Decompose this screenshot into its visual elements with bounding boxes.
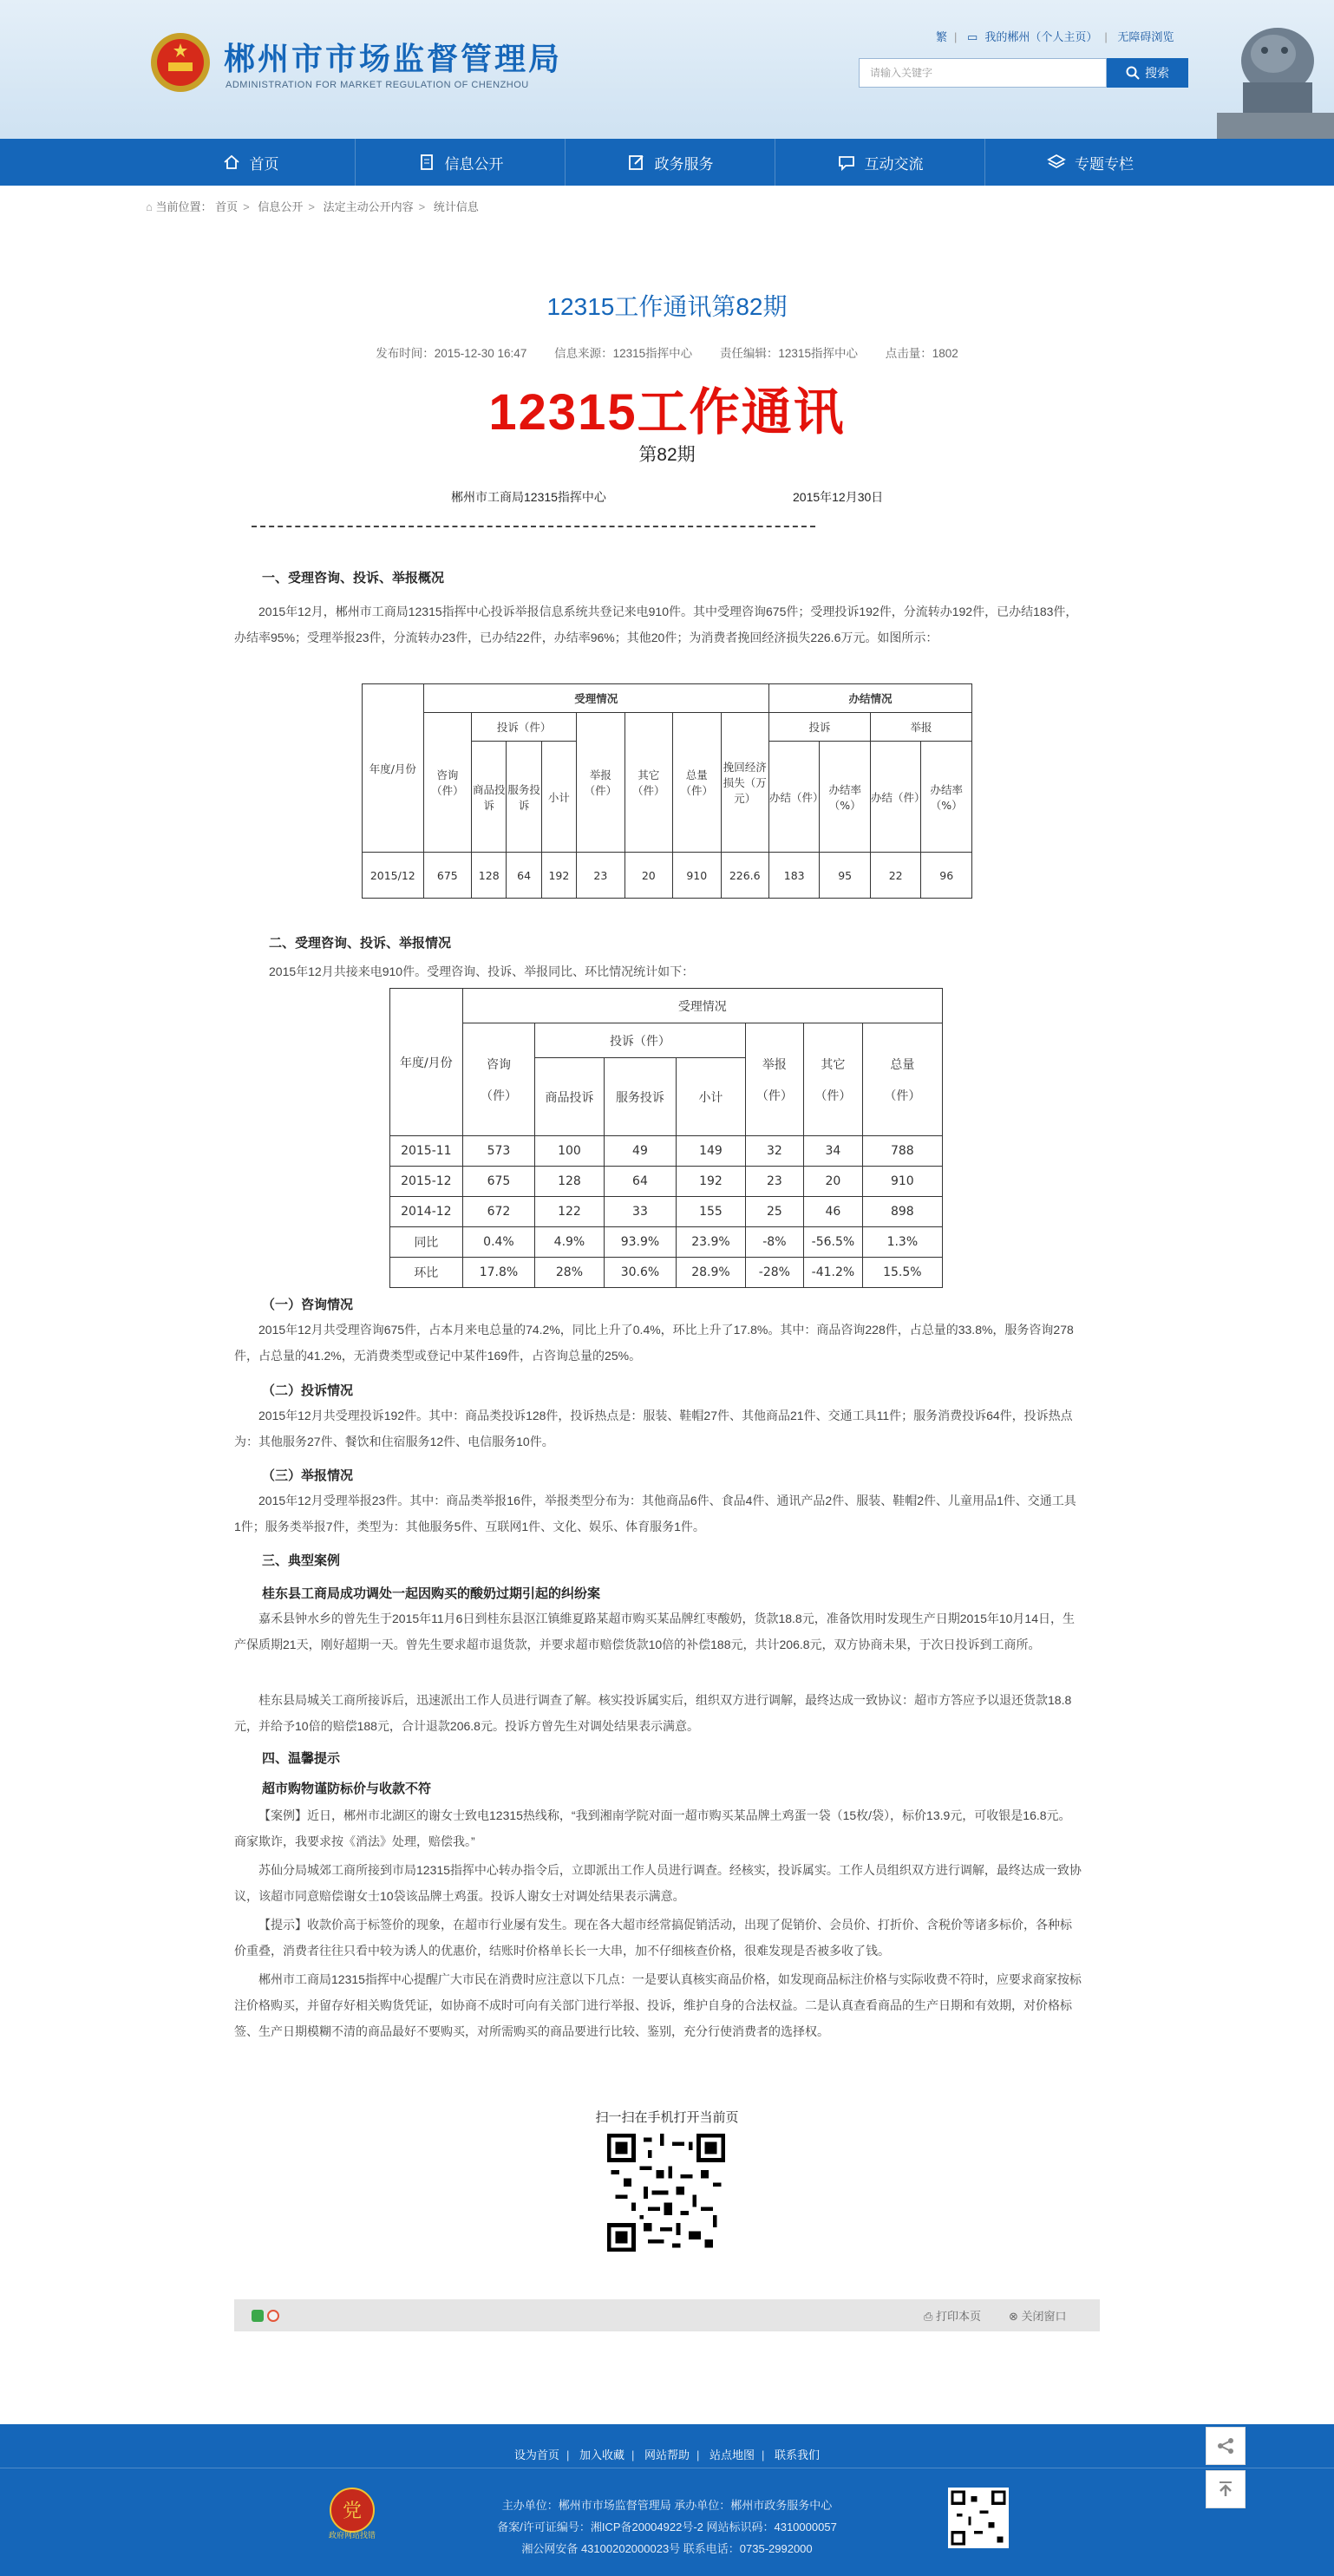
arrow-up-icon bbox=[1215, 2479, 1236, 2500]
share-bar bbox=[234, 2299, 1100, 2331]
section-heading: 二、受理咨询、投诉、举报情况 bbox=[269, 936, 452, 951]
case-title: 桂东县工商局成功调处一起因购买的酸奶过期引起的纠纷案 bbox=[262, 1586, 601, 1601]
footer-icp: 备案/许可证编号：湘ICP备20004922号-2 网站标识码：4310000057 bbox=[497, 2520, 837, 2534]
footer-link[interactable]: 网站帮助 bbox=[644, 2449, 690, 2462]
nav-interaction[interactable]: 互动交流 bbox=[775, 139, 985, 186]
accessible-browse-link[interactable]: 无障碍浏览 bbox=[1117, 30, 1174, 43]
section-heading: 一、受理咨询、投诉、举报概况 bbox=[262, 571, 445, 585]
stone-lion-image bbox=[1182, 0, 1334, 139]
paragraph: 2015年12月共受理咨询675件，占本月来电总量的74.2%，同比上升了0.4%，环比上升了17.8%。其中：商品咨询228件，占总量的33.8%，服务咨询278件，占总量的41.2%，无消费类型或登记中某件169件，占咨询总量的25%。 bbox=[234, 1323, 1074, 1363]
paragraph: 2015年12月共受理投诉192件。其中：商品类投诉128件，投诉热点是：服装、鞋帽27件、其他商品21件、交通工具11件；服务消费投诉64件，投诉热点为：其他服务27件、餐饮和住宿服务12件、电信服务10件。 bbox=[234, 1409, 1073, 1448]
paragraph: 郴州市工商局12315指挥中心提醒广大市民在消费时应注意以下几点：一是要认真核实商品价格，如发现商品标注价格与实际收费不符时，应要求商家按标注价格购买，并留存好相关购货凭证，如协商不成时可向有关部门进行举报、投诉，维护自身的合法权益。二是认真查看商品的生产日期和有效期，对价格标签、生产日期模糊不清的商品最好不要购买，对所需购买的商品要进行比较、鉴别，充分行使消费者的选择权。 bbox=[234, 1972, 1082, 2038]
layers-icon bbox=[1047, 153, 1066, 172]
info-source: 信息来源：12315指挥中心 bbox=[554, 347, 693, 360]
close-icon: ⊗ bbox=[1009, 2310, 1022, 2323]
paragraph: 【提示】收款价高于标签价的现象，在超市行业屡有发生。现在各大超市经常搞促销活动，出现了促销价、会员价、打折价、含税价等诸多标价，各种标价重叠，消费者往往只看中较为诱人的优惠价，结账时价格单长长一大串，加不仔细核查价格，很难发现是否被多收了钱。 bbox=[234, 1918, 1072, 1958]
footer-qr-code-icon bbox=[948, 2488, 1009, 2548]
table-row: 2014-12 672 122 33 155 25 46 898 bbox=[390, 1197, 943, 1227]
subsection-heading: （二）投诉情况 bbox=[262, 1383, 354, 1398]
breadcrumb-item[interactable]: 统计信息 bbox=[433, 200, 479, 213]
footer-link[interactable]: 加入收藏 bbox=[579, 2449, 624, 2462]
traditional-chinese-link[interactable]: 繁 bbox=[936, 30, 948, 43]
qr-code-icon bbox=[607, 2134, 725, 2252]
site-title: 郴州市市场监督管理局 bbox=[224, 41, 563, 76]
edit-icon bbox=[627, 153, 646, 172]
nav-gov-services[interactable]: 政务服务 bbox=[566, 139, 775, 186]
paragraph: 2015年12月，郴州市工商局12315指挥中心投诉举报信息系统共登记来电910件。其中受理咨询675件；受理投诉192件，分流转办192件，已办结183件，办结率95%；受理举报23件，分流转办23件，已办结22件，办结率96%；其他20件；为消费者挽回经济损失226.6万元。如图所示： bbox=[234, 605, 1078, 644]
publish-time: 发布时间：2015-12-30 16:47 bbox=[376, 347, 527, 360]
footer-link[interactable]: 设为首页 bbox=[513, 2449, 559, 2462]
table-row: 2015-12 675 128 64 192 23 20 910 bbox=[390, 1167, 943, 1197]
paragraph: 桂东县局城关工商所接诉后，迅速派出工作人员进行调查了解。核实投诉属实后，组织双方进行调解，最终达成一致协议：超市方答应予以退还货款18.8元，并给予10倍的赔偿188元，合计退款206.8元。投诉方曾先生对调处结果表示满意。 bbox=[234, 1693, 1072, 1733]
paragraph: 苏仙分局城郊工商所接到市局12315指挥中心转办指令后，立即派出工作人员进行调查。经核实，投诉属实。工作人员组织双方进行调解，最终达成一致协议，该超市同意赔偿谢女士10袋该品牌土鸡蛋。投诉人谢女士对调处结果表示满意。 bbox=[234, 1863, 1082, 1903]
wechat-share-icon[interactable] bbox=[252, 2310, 264, 2322]
subsection-heading: （三）举报情况 bbox=[262, 1468, 354, 1483]
close-window-button[interactable]: ⊗ 关闭窗口 bbox=[1009, 2310, 1067, 2323]
divider bbox=[252, 526, 815, 527]
comparison-table: 年度/月份 受理情况 咨询 （件） 投诉（件） 举报 （件） 其它 （件） 总量 （件） 商品投诉 服务投诉 小计 2015-11 573 100 49 149 32 34 788 2015-12 675 128 64 192 23 20 910 2014-12 672 122 33 155 25 46 898 同比 0.4% 4.9% 93.9% 23.9% -8% -56.5% 1.3% 环比 17.8% 28% 30.6% 28.9% -28% -41.2% 15.5% bbox=[389, 988, 943, 1288]
paragraph: 嘉禾县钟水乡的曾先生于2015年11月6日到桂东县沤江镇維夏路某超市购买某品牌红枣酸奶，货款18.8元，准备饮用时发现生产日期2015年10月14日，生产保质期21天，刚好超期一天。曾先生要求超市退货款，并要求超市赔偿货款10倍的补偿188元，共计206.8元，双方协商未果，于次日投诉到工商所。 bbox=[234, 1612, 1075, 1651]
share-icon bbox=[1215, 2435, 1236, 2456]
table-row: 2015-11 573 100 49 149 32 34 788 bbox=[390, 1136, 943, 1167]
nav-info-public[interactable]: 信息公开 bbox=[356, 139, 566, 186]
breadcrumb-item[interactable]: 首页 bbox=[215, 200, 239, 213]
footer-link[interactable]: 站点地图 bbox=[710, 2449, 755, 2462]
table-row: 同比 0.4% 4.9% 93.9% 23.9% -8% -56.5% 1.3% bbox=[390, 1227, 943, 1258]
article-meta bbox=[0, 343, 1334, 361]
breadcrumb-item[interactable]: 法定主动公开内容 bbox=[323, 200, 414, 213]
main-nav bbox=[0, 139, 1334, 186]
issue-number: 第82期 bbox=[638, 445, 696, 465]
footer-host: 主办单位：郴州市市场监督管理局 承办单位：郴州市政务服务中心 bbox=[501, 2499, 833, 2512]
table-row: 环比 17.8% 28% 30.6% 28.9% -28% -41.2% 15.5% bbox=[390, 1258, 943, 1288]
site-subtitle: ADMINISTRATION FOR MARKET REGULATION OF CHENZHOU bbox=[226, 80, 529, 90]
footer-link[interactable]: 联系我们 bbox=[775, 2449, 821, 2462]
svg-text:党: 党 bbox=[342, 2501, 363, 2522]
subsection-heading: （一）咨询情况 bbox=[262, 1298, 354, 1312]
editor: 责任编辑：12315指挥中心 bbox=[719, 347, 858, 360]
back-to-top-button[interactable] bbox=[1206, 2470, 1246, 2508]
search-button[interactable]: 搜索 bbox=[1107, 58, 1188, 88]
nav-special-topics[interactable]: 专题专栏 bbox=[985, 139, 1195, 186]
qr-label: 扫一扫在手机打开当前页 bbox=[595, 2110, 739, 2125]
nav-home[interactable]: 首页 bbox=[146, 139, 356, 186]
search-input[interactable]: 请输入关键字 bbox=[859, 58, 1107, 88]
chat-icon bbox=[837, 153, 856, 172]
section-heading: 四、温馨提示 bbox=[262, 1751, 341, 1766]
document-icon bbox=[417, 153, 436, 172]
tip-title: 超市购物谨防标价与收款不符 bbox=[262, 1782, 432, 1796]
paragraph: 【案例】近日，郴州市北湖区的谢女士致电12315热线称，“我到湘南学院对面一超市购买某品牌土鸡蛋一袋（15枚/袋），标价13.9元，可收银是16.8元。商家欺诈，我要求按《消法》处理，赔偿我。” bbox=[234, 1808, 1071, 1848]
summary-table: 年度/月份 受理情况 办结情况 咨询（件） 投诉（件） 举报（件） 其它（件） 总量（件） 挽回经济损失（万元） 投诉 举报 商品投诉 服务投诉 小计 办结（件） 办结率（%） 办结（件） 办结率（%） 2015/12 675 128 64 192 23 20 910 226.6 183 95 22 96 bbox=[362, 683, 972, 899]
share-float-button[interactable] bbox=[1206, 2427, 1246, 2465]
issuing-org: 郴州市工商局12315指挥中心 bbox=[451, 490, 606, 504]
print-button[interactable]: ⎙ 打印本页 bbox=[924, 2310, 982, 2323]
article-title: 12315工作通讯第82期 bbox=[546, 293, 788, 320]
weibo-share-icon[interactable] bbox=[267, 2310, 279, 2322]
gov-site-error-finder-label: 政府网站找错 bbox=[328, 2531, 376, 2540]
paragraph: 2015年12月受理举报23件。其中：商品类举报16件，举报类型分布为：其他商品6件、食品4件、通讯产品2件、服装、鞋帽2件、儿童用品1件、交通工具1件；服务类举报7件，类型为：其他服务5件、互联网1件、文化、娱乐、体育服务1件。 bbox=[234, 1494, 1076, 1533]
footer-links: 设为首页 | 加入收藏 | 网站帮助 | 站点地图 | 联系我们 bbox=[513, 2449, 821, 2462]
breadcrumb: ⌂ 当前位置： 首页 > 信息公开 > 法定主动公开内容 > 统计信息 bbox=[146, 200, 479, 213]
breadcrumb-item[interactable]: 信息公开 bbox=[258, 200, 304, 213]
search-icon bbox=[1126, 66, 1140, 80]
section-heading: 三、典型案例 bbox=[262, 1553, 341, 1568]
print-icon: ⎙ bbox=[924, 2310, 937, 2323]
home-icon bbox=[222, 153, 241, 172]
monitor-icon: ▭ bbox=[967, 30, 978, 43]
issue-date: 2015年12月30日 bbox=[793, 490, 884, 504]
paragraph: 2015年12月共接来电910件。受理咨询、投诉、举报同比、环比情况统计如下： bbox=[269, 964, 695, 978]
newsletter-title: 12315工作通讯 bbox=[488, 384, 846, 441]
personal-home-link[interactable]: 我的郴州（个人主页） bbox=[984, 30, 1098, 43]
footer-police: 湘公网安备 43100202000023号 联系电话：0735-2992000 bbox=[521, 2542, 813, 2555]
view-count: 点击量：1802 bbox=[885, 347, 958, 360]
top-links: 繁 | ▭ 我的郴州（个人主页） | 无障碍浏览 bbox=[936, 30, 1174, 43]
national-emblem-icon bbox=[149, 31, 212, 94]
home-small-icon: ⌂ bbox=[146, 200, 156, 213]
